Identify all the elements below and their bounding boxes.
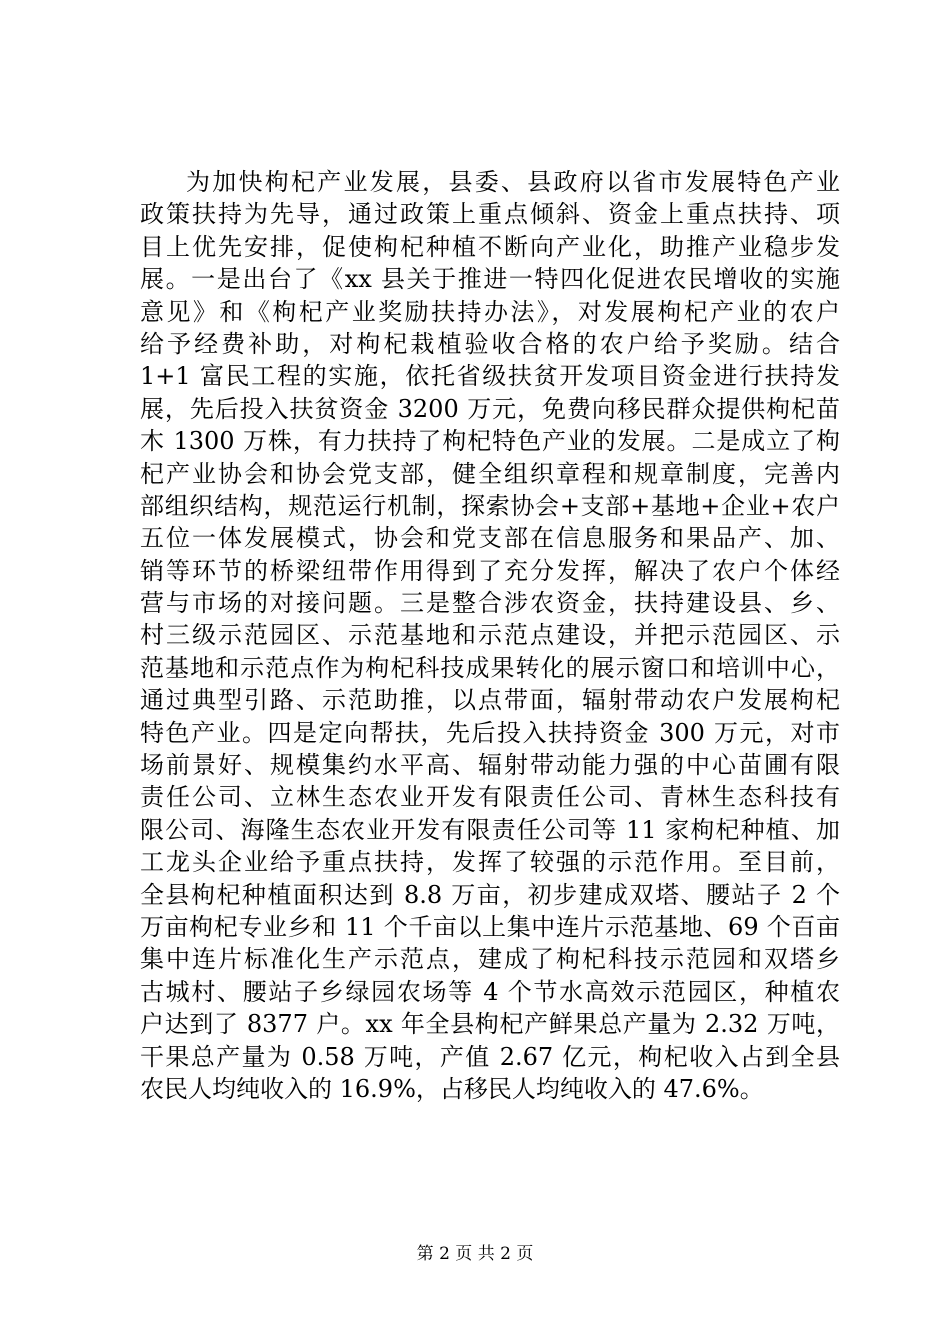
text-line: 农民人均纯收入的 16.9%，占移民人均纯收入的 47.6%。 bbox=[140, 1074, 764, 1103]
text-line: 村三级示范园区、示范基地和示范点建设，并把示范园区、示 bbox=[140, 621, 840, 650]
text-line: 为加快枸杞产业发展，县委、县政府以省市发展特色产业 bbox=[186, 168, 840, 196]
text-line: 特色产业。四是定向帮扶，先后投入扶持资金 300 万元，对市 bbox=[140, 718, 840, 747]
text-line: 工龙头企业给予重点扶持，发挥了较强的示范作用。至目前， bbox=[140, 848, 840, 877]
text-line: 杞产业协会和协会党支部，健全组织章程和规章制度，完善内 bbox=[140, 459, 840, 488]
body-paragraph bbox=[140, 166, 840, 1105]
text-line: 集中连片标准化生产示范点，建成了枸杞科技示范园和双塔乡 bbox=[140, 945, 840, 974]
text-line: 营与市场的对接问题。三是整合涉农资金，扶持建设县、乡、 bbox=[140, 589, 840, 618]
text-line: 通过典型引路、示范助推，以点带面，辐射带动农户发展枸杞 bbox=[140, 686, 840, 715]
text-line: 政策扶持为先导，通过政策上重点倾斜、资金上重点扶持、项 bbox=[140, 200, 840, 229]
text-line: 展，先后投入扶贫资金 3200 万元，免费向移民群众提供枸杞苗 bbox=[140, 394, 840, 423]
text-line: 五位一体发展模式，协会和党支部在信息服务和果品产、加、 bbox=[140, 524, 840, 553]
text-line: 意见》和《枸杞产业奖励扶持办法》，对发展枸杞产业的农户 bbox=[140, 297, 840, 326]
text-line: 销等环节的桥梁纽带作用得到了充分发挥，解决了农户个体经 bbox=[140, 556, 840, 585]
text-line: 责任公司、立林生态农业开发有限责任公司、青林生态科技有 bbox=[140, 783, 840, 812]
text-line: 目上优先安排，促使枸杞种植不断向产业化，助推产业稳步发 bbox=[140, 232, 840, 261]
text-line: 万亩枸杞专业乡和 11 个千亩以上集中连片示范基地、69 个百亩 bbox=[140, 912, 840, 941]
text-line: 干果总产量为 0.58 万吨，产值 2.67 亿元，枸杞收入占到全县 bbox=[140, 1042, 840, 1071]
text-line: 木 1300 万株，有力扶持了枸杞特色产业的发展。二是成立了枸 bbox=[140, 427, 840, 456]
text-line: 户达到了 8377 户。xx 年全县枸杞产鲜果总产量为 2.32 万吨， bbox=[140, 1010, 840, 1039]
text-line: 古城村、腰站子乡绿园农场等 4 个节水高效示范园区，种植农 bbox=[140, 977, 840, 1006]
text-line: 部组织结构，规范运行机制，探索协会+支部+基地+企业+农户 bbox=[140, 491, 840, 520]
text-line: 范基地和示范点作为枸杞科技成果转化的展示窗口和培训中心， bbox=[140, 653, 840, 682]
text-line: 全县枸杞种植面积达到 8.8 万亩，初步建成双塔、腰站子 2 个 bbox=[140, 880, 840, 909]
text-line: 展。一是出台了《xx 县关于推进一特四化促进农民增收的实施 bbox=[140, 265, 840, 294]
text-line: 场前景好、规模集约水平高、辐射带动能力强的中心苗圃有限 bbox=[140, 751, 840, 780]
text-line: 1+1 富民工程的实施，依托省级扶贫开发项目资金进行扶持发 bbox=[140, 362, 840, 391]
text-line: 限公司、海隆生态农业开发有限责任公司等 11 家枸杞种植、加 bbox=[140, 815, 840, 844]
text-line: 给予经费补助，对枸杞栽植验收合格的农户给予奖励。结合 bbox=[140, 329, 840, 358]
page-number-footer: 第 2 页 共 2 页 bbox=[416, 1244, 534, 1264]
